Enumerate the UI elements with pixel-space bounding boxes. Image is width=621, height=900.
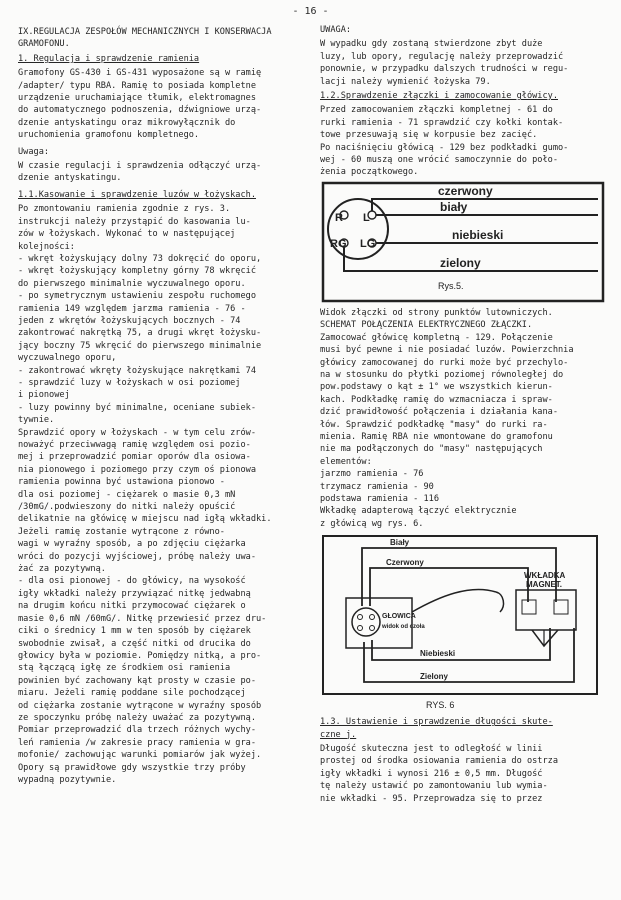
- section-1-heading: 1. Regulacja i sprawdzenie ramienia: [18, 53, 200, 64]
- fig6-label-czerwony: Czerwony: [386, 558, 424, 568]
- pin-lg-label: LG: [360, 237, 376, 250]
- right-column: [320, 24, 606, 807]
- figure-5-connector-diagram: [320, 181, 606, 303]
- section-1-text: Gramofony GS-430 i GS-431 wyposażone są w ramię /adapter/ typu RBA. Ramię to posiada kompletne urządzenie uruchamiające tłumik, elektromagnes do automatycznego podnoszenia, dźwigniowe urzą- dzenie antyskatingu oraz mikrowyłącznik do uruchomienia gramofonu kompletnego.: [18, 68, 262, 141]
- note-label: Uwaga:: [18, 146, 50, 157]
- figure-6-caption: RYS. 6: [426, 700, 455, 711]
- fig6-label-bialy: Biały: [390, 538, 410, 548]
- label-niebieski: niebieski: [452, 227, 504, 242]
- fig6-label-niebieski: Niebieski: [420, 649, 456, 659]
- section-1-1-text: Po zmontowaniu ramienia zgodnie z rys. 3. instrukcji należy przystąpić do kasowania lu- zów w łożyskach. Wykonać to w następującej kolejności: - wkręt łożyskujący dolny 73 dokręcić do oporu, - wkręt łożyskujący kompletny górny 78 wkręcić do pierwszego minimalnie wyczuwalnego oporu. - po symetrycznym ustawieniu zespołu ruchomego ramienia 149 względem jarzma ramienia - 76 - jeden z wkrętów łożyskujących bocznych - 74 zakontrować nakrętką 75, a drugi wkręt łożysku- jący boczny 75 wkręcić do pierwszego minimalnie wyczuwalnego oporu, - zakontrować wkręty łożyskujące nakrętkami 74 - sprawdzić luzy w łożyskach w osi poziomej i pionowej - luzy powinny być minimalne, oceniane subiek- tywnie. Sprawdzić opory w łożyskach - w tym celu zrów- noważyć przeciwwagą ramię względem osi pozio- mej i przeprowadzić pomiar oporów dla osiowa- nia pionowego i poziomego przy czym oś pionowa ramienia powinna być ustawiona pionowo - dla osi poziomej - ciężarek o masie 0,3 mN /30mG/.podwieszony do nitki należy opuścić delikatnie na główicę w miejscu nad igłą wkładki. Jeżeli ramię zostanie wytrącone z równo- wagi w wyraźny sposób, a po zdjęciu ciężarka wróci do pozycji wyjściowej, próbę należy uwa- żać za pozytywną. - dla osi pionowej - do główicy, na wysokość igły wkładki należy przywiązać nitkę jedwabną na drugim końcu nitki przymocować ciężarek o masie 0,6 mN /60mG/. Nitkę przewiesić przez dru- ciki o średnicy 1 mm w ten sposób by ciężarek swobodnie zwisał, a część nitki od drucika do głowicy była w poziomie. Pomiędzy nitką, a pro- stą łączącą igłę ze środkiem osi ramienia powinien być zachowany kąt prosty w czasie po- miaru. Jeżeli ramię poddane sile pochodzącej od ciężarka zostanie wytrącone w wyraźny sposób ze spoczynku próbę należy uważać za pozytywną. Pomiar przeprowadzić dla trzech różnych wychy- leń ramienia /w zakresie pracy ramienia w gra- mofonie/ zachowując warunki pomiarów jak wyżej. Opory są prawidłowe gdy wszystkie trzy próby wypadną pozytywnie.: [18, 204, 272, 785]
- section-1-2-heading: 1.2.Sprawdzenie złączki i zamocowanie główicy.: [320, 91, 558, 102]
- section-1-1-heading: 1.1.Kasowanie i sprawdzenie luzów w łożyskach.: [18, 189, 256, 200]
- label-zielony: zielony: [440, 255, 481, 270]
- section-1-2-text: Przed zamocowaniem złączki kompletnej - 61 do rurki ramienia - 71 sprawdzić czy kołki kontak- towe przesuwają się w korpusie bez zacięć. Po naciśnięciu główicą - 129 bez podkładki gumo- wej - 60 muszą one wrócić samoczynnie do poło- żenia początkowego.: [320, 105, 569, 178]
- glowica-subtitle: widok od czoła: [382, 624, 425, 631]
- pin-rg-label: RG: [330, 237, 347, 250]
- page-number: - 16 -: [292, 6, 329, 17]
- wire-czerwony: [372, 199, 598, 211]
- pin-l-label: L: [363, 211, 370, 224]
- wkladka-title: WKŁADKA: [524, 571, 566, 581]
- wkladka-subtitle: MAGNET.: [526, 580, 562, 590]
- left-column: [18, 24, 302, 788]
- note-text: W czasie regulacji i sprawdzenia odłączyć urzą- dzenie antyskatingu.: [18, 161, 262, 184]
- warning-text: W wypadku gdy zostaną stwierdzone zbyt duże luzy, lub opory, regulację należy przeprowadzić ponownie, w przypadku dalszych trudności w regu- lacji należy wymienić łożyska 79.: [320, 39, 569, 87]
- glowica-title: GŁOWICA: [382, 613, 416, 621]
- warning-label: UWAGA:: [320, 25, 352, 35]
- fig6-label-zielony: Zielony: [420, 672, 449, 682]
- figure-6-wiring-diagram: [320, 532, 606, 712]
- pin-r-label: R: [335, 211, 343, 224]
- label-czerwony: czerwony: [438, 183, 493, 198]
- section-1-3-heading: 1.3. Ustawienie i sprawdzenie długości skute- czne j.: [320, 717, 553, 740]
- chapter-title: IX.REGULACJA ZESPOŁÓW MECHANICZNYCH I KONSERWACJA GRAMOFONU.: [18, 27, 272, 50]
- section-1-3-text: Długość skuteczna jest to odległość w linii prostej od środka osiowania ramienia do ostrza igły wkładki i wynosi 216 ± 0,5 mm. Długość tę należy ustawić po zamontowaniu lub wymia- nie wkładki - 95. Przeprowadza się to przez: [320, 744, 558, 804]
- after-figure-5-text: Widok złączki od strony punktów lutowniczych. SCHEMAT POŁĄCZENIA ELEKTRYCZNEGO ZŁĄCZKI. Zamocować główicę kompletną - 129. Połączenie musi być pewne i nie posiadać luzów. Powierzchnia główicy zamocowanej do rurki może być przechylo- na w stosunku do płytki poziomej równoległej do pow.podstawy o kąt ± 1° we wszystkich kierun- kach. Podkładkę ramię do wzmacniacza i spraw- dzić prawidłowość połączenia i działania kana- łów. Sprawdzić podkładkę "masy" do rurki ra- mienia. Ramię RBA nie wmontowane do gramofonu nie ma podłączonych do "masy" następujących elementów: jarzmo ramienia - 76 trzymacz ramienia - 90 podstawa ramienia - 116 Wkładkę adapterową łączyć elektrycznie z główicą wg rys. 6.: [320, 307, 574, 529]
- figure-5-caption: Rys.5.: [438, 280, 464, 291]
- label-bialy: biały: [440, 199, 468, 214]
